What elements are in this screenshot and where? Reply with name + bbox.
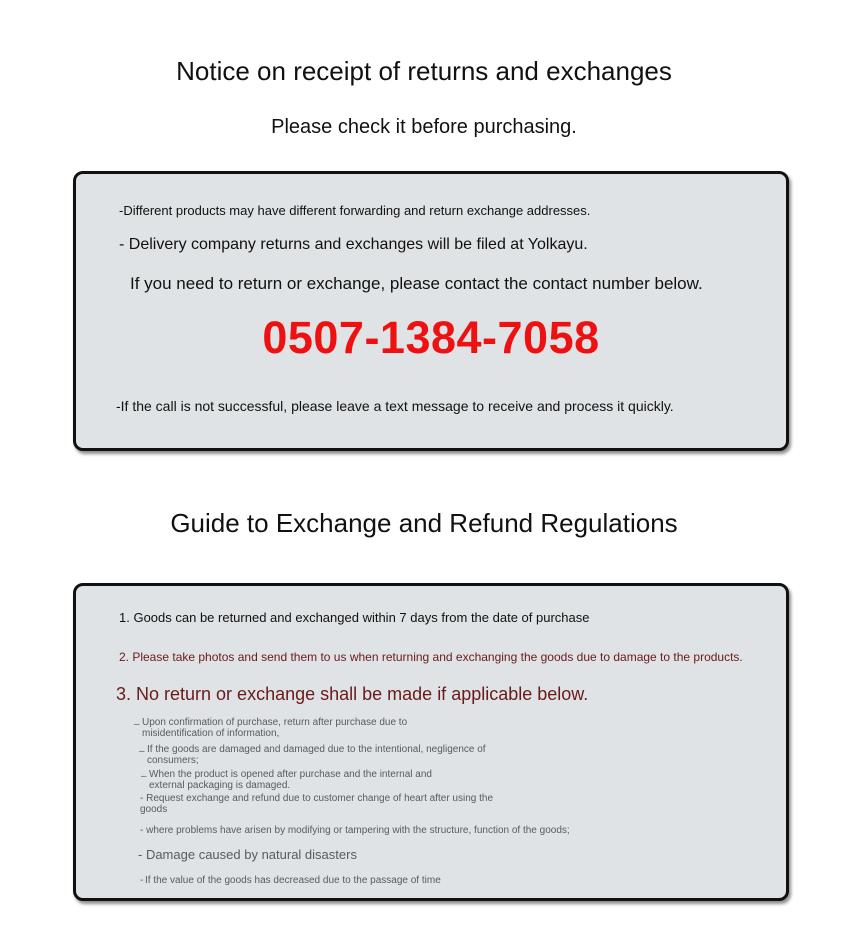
dash-mark: – bbox=[139, 746, 145, 757]
notice-title: Notice on receipt of returns and exchanges bbox=[176, 56, 672, 86]
guide-sub-item: - Request exchange and refund due to customer change of heart after using the goods bbox=[140, 793, 494, 815]
dash-mark: - bbox=[140, 875, 144, 886]
guide-sub-item: – When the product is opened after purchase and the internal and external packaging is damaged. bbox=[141, 769, 432, 791]
notice-box bbox=[73, 171, 789, 451]
guide-title: Guide to Exchange and Refund Regulations bbox=[170, 508, 678, 538]
guide-item-2: 2. Please take photos and send them to us when returning and exchanging the goods due to damage to the products. bbox=[119, 650, 743, 664]
guide-sub-item: - where problems have arisen by modifying or tampering with the structure, function of the goods; bbox=[140, 825, 570, 836]
contact-phone-number: 0507-1384-7058 bbox=[262, 312, 600, 363]
notice-line-delivery: - Delivery company returns and exchanges will be filed at Yolkayu. bbox=[119, 236, 588, 253]
notice-subtitle: Please check it before purchasing. bbox=[271, 116, 577, 138]
dash-mark: – bbox=[134, 719, 140, 730]
guide-sub-item: - If the value of the goods has decreased due to the passage of time bbox=[140, 875, 441, 886]
guide-sub-item: - Damage caused by natural disasters bbox=[138, 847, 357, 862]
notice-line-contact: If you need to return or exchange, please contact the contact number below. bbox=[130, 274, 703, 293]
guide-box bbox=[73, 583, 789, 901]
guide-item-3: 3. No return or exchange shall be made if applicable below. bbox=[116, 684, 589, 704]
notice-line-addresses: -Different products may have different forwarding and return exchange addresses. bbox=[119, 203, 591, 218]
guide-sub-item: – Upon confirmation of purchase, return after purchase due to misidentification of information, bbox=[134, 717, 408, 739]
notice-line-text-message: -If the call is not successful, please leave a text message to receive and process it quickly. bbox=[116, 398, 674, 414]
guide-sub-item: – If the goods are damaged and damaged due to the intentional, negligence of consumers; bbox=[139, 744, 486, 766]
guide-item-1: 1. Goods can be returned and exchanged within 7 days from the date of purchase bbox=[119, 610, 590, 625]
dash-mark: – bbox=[141, 771, 147, 782]
